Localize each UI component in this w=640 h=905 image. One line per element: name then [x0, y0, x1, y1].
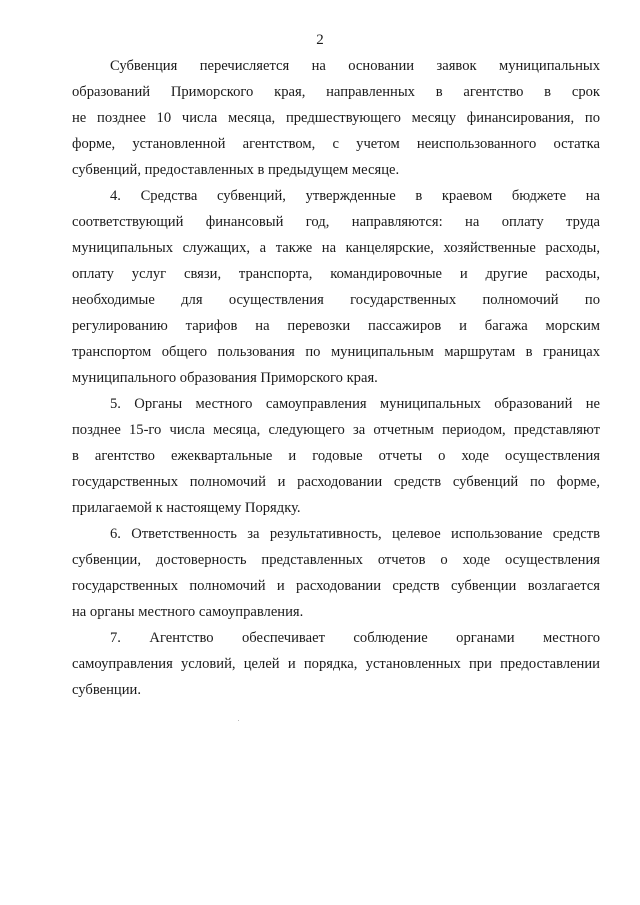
text-line: 6. Ответственность за результативность, целевое использование средств [110, 526, 600, 542]
text-line: субвенции, достоверность представленных отчетов о ходе осуществления [72, 552, 600, 568]
paragraph [72, 53, 600, 183]
text-line: транспортом общего пользования по муниципальным маршрутам в границах [72, 344, 600, 360]
text-line: на органы местного самоуправления. [72, 604, 304, 620]
text-line: самоуправления условий, целей и порядка, установленных при предоставлении [72, 656, 600, 672]
text-line: Субвенция перечисляется на основании заявок муниципальных [110, 58, 600, 74]
text-line: государственных полномочий и расходовании средств субвенции возлагается [72, 578, 600, 594]
scan-speck [238, 720, 239, 721]
text-line: прилагаемой к настоящему Порядку. [72, 500, 301, 516]
text-line: образований Приморского края, направленных в агентство в срок [72, 84, 600, 100]
text-line: позднее 15-го числа месяца, следующего за отчетным периодом, представляют [72, 422, 600, 438]
document-body [72, 53, 600, 703]
paragraph [72, 391, 600, 521]
text-line: 7. Агентство обеспечивает соблюдение органами местного [110, 630, 600, 646]
text-line: 4. Средства субвенций, утвержденные в краевом бюджете на [110, 188, 600, 204]
text-line: соответствующий финансовый год, направляются: на оплату труда [72, 214, 600, 230]
text-line: в агентство ежеквартальные и годовые отчеты о ходе осуществления [72, 448, 600, 464]
page-number: 2 [316, 32, 324, 48]
text-line: 5. Органы местного самоуправления муниципальных образований не [110, 396, 600, 412]
text-line: необходимые для осуществления государственных полномочий по [72, 292, 600, 308]
text-line: государственных полномочий и расходовании средств субвенций по форме, [72, 474, 600, 490]
paragraph [72, 521, 600, 625]
text-line: не позднее 10 числа месяца, предшествующего месяцу финансирования, по [72, 110, 600, 126]
text-line: субвенции. [72, 682, 141, 698]
text-line: регулированию тарифов на перевозки пассажиров и багажа морским [72, 318, 600, 334]
paragraph [72, 183, 600, 391]
text-line: субвенций, предоставленных в предыдущем месяце. [72, 162, 400, 178]
text-line: форме, установленной агентством, с учетом неиспользованного остатка [72, 136, 600, 152]
text-line: муниципального образования Приморского края. [72, 370, 378, 386]
text-line: муниципальных служащих, а также на канцелярские, хозяйственные расходы, [72, 240, 600, 256]
text-line: оплату услуг связи, транспорта, командировочные и другие расходы, [72, 266, 600, 282]
paragraph [72, 625, 600, 703]
